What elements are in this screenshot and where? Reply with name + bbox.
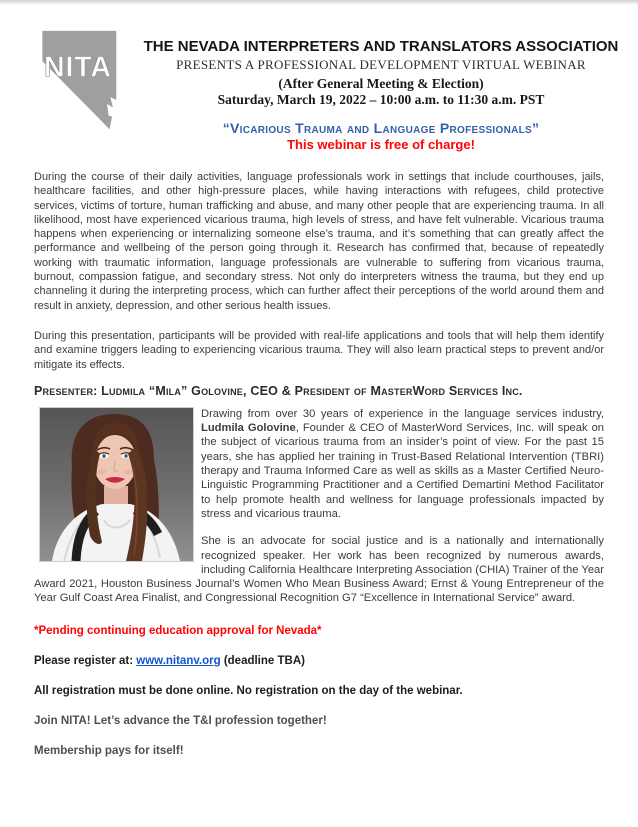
join-nita-line: Join NITA! Let’s advance the T&I profession together!: [34, 714, 327, 727]
event-datetime: Saturday, March 19, 2022 – 10:00 a.m. to 11:30 a.m. PST: [217, 92, 545, 107]
presenter-line: Presenter: Ludmila “Mila” Golovine, CEO & President of MasterWord Services Inc.: [34, 383, 523, 398]
nita-logo-text: NITA: [44, 51, 112, 84]
registration-link[interactable]: www.nitanv.org: [136, 654, 221, 667]
intro-paragraph: During the course of their daily activities, language professionals work in settings that include courthouses, jails, healthcare facilities, and other high-pressure places, while having interactions with refugees, child protective services, victims of torture, human trafficking and abuse, and many other people that are experiencing trauma. In all likelihood, most have experienced vicarious trauma, high levels of stress, and have felt vulnerable. Vicarious trauma happens when experiencing or internalizing someone else’s trauma, and it’s something that can greatly affect the performance and wellbeing of the person going through it. Research has confirmed that, because of repeatedly working with traumatic information, language professionals are vulnerable to suffering from vicarious trauma, burnout, compassion fatigue, and secondary stress. Not only do interpreters witness the trauma, but they end up channeling it during the interpreting process, which can further affect their perceptions of the world around them and result in anxiety, depression, and other serious health issues.: [34, 171, 604, 312]
flyer-body: [0, 170, 638, 758]
meeting-note: (After General Meeting & Election): [278, 76, 484, 91]
webinar-subtitle: PRESENTS A PROFESSIONAL DEVELOPMENT VIRTUAL WEBINAR: [176, 57, 586, 72]
registration-line-before: Please register at:: [34, 654, 137, 667]
online-registration-notice: All registration must be done online. No registration on the day of the webinar.: [34, 684, 463, 697]
presenter-bio-section: [34, 407, 604, 606]
webinar-title: “Vicarious Trauma and Language Professionals”: [222, 120, 540, 136]
membership-line: Membership pays for itself!: [34, 744, 184, 757]
nita-nevada-logo: [39, 28, 123, 138]
header-text-block: [124, 38, 638, 153]
free-of-charge-notice: This webinar is free of charge!: [287, 137, 475, 152]
presenter-photo: [39, 407, 194, 562]
bio-p1-presenter-name: Ludmila Golovine: [201, 422, 296, 435]
pending-approval-notice: *Pending continuing education approval for Nevada*: [34, 624, 322, 637]
bio-p1-after: , Founder & CEO of MasterWord Services, Inc. will speak on the subject of vicarious trauma from an insider’s point of view. For the past 15 years, she has applied her training in Trust-Based Relational Intervention (TBRI) therapy and Trauma Informed Care as well as skills as a Master Certified Neuro-Linguistic Programming Practitioner and a Certified Demartini Method Facilitator to help promote health and wellness for language professionals impacted by stress and vicarious trauma.: [201, 422, 605, 520]
association-title: THE NEVADA INTERPRETERS AND TRANSLATORS ASSOCIATION: [143, 38, 619, 55]
bio-paragraph-2: She is an advocate for social justice and is a nationally and internationally recognized speaker. Her work has been recognized by numerous awards, including California Healthcare Interpreting Association (CHIA) Trainer of the Year Award 2021, Houston Business Journal’s Women Who Mean Business Award; Ernst & Young Entrepreneur of the Year Gulf Coast Area Finalist, and Congressional Recognition G7 “Excellence in International Service” award.: [34, 535, 604, 605]
bio-p1-before: Drawing from over 30 years of experience in the language services industry,: [201, 407, 604, 420]
registration-line: [34, 654, 604, 668]
registration-line-after: (deadline TBA): [220, 654, 305, 667]
flyer-header: [0, 0, 638, 170]
presentation-paragraph: During this presentation, participants will be provided with real-life applications and tools that will help them identify and examine triggers leading to experiencing vicarious trauma. They will also learn practical steps to prevent and/or mitigate its effects.: [34, 329, 604, 371]
